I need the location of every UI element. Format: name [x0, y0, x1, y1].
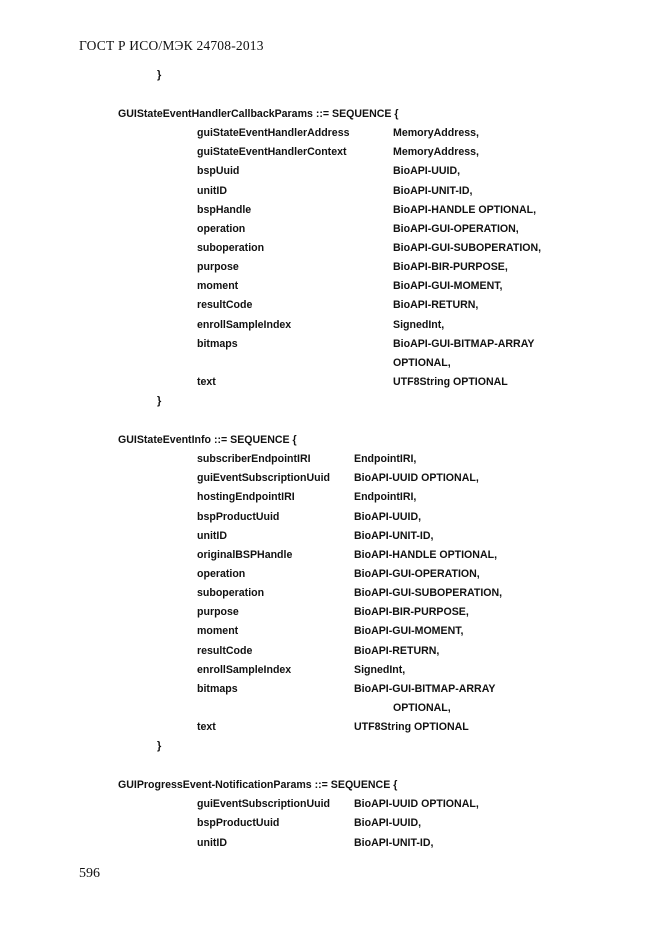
- field-name: bspProductUuid: [197, 817, 280, 829]
- field-type: BioAPI-RETURN,: [354, 645, 440, 657]
- field-type: BioAPI-UNIT-ID,: [354, 837, 434, 849]
- field-name: bitmaps: [197, 338, 238, 350]
- field-type: EndpointIRI,: [354, 453, 417, 465]
- field-type: BioAPI-UUID,: [393, 165, 461, 177]
- field-name: guiEventSubscriptionUuid: [197, 472, 331, 484]
- field-name: guiStateEventHandlerAddress: [197, 127, 350, 139]
- field-type: BioAPI-GUI-OPERATION,: [354, 568, 480, 580]
- page-header: ГОСТ Р ИСО/МЭК 24708-2013: [79, 38, 264, 53]
- field-name: unitID: [197, 530, 228, 542]
- section-title: GUIProgressEvent-NotificationParams ::= SEQUENCE {: [118, 779, 398, 791]
- field-type: MemoryAddress,: [393, 146, 479, 158]
- field-type: BioAPI-GUI-BITMAP-ARRAY: [393, 338, 535, 350]
- section-title: GUIStateEventInfo ::= SEQUENCE {: [118, 434, 297, 446]
- field-type: BioAPI-GUI-BITMAP-ARRAY: [354, 683, 496, 695]
- field-name: operation: [197, 568, 246, 580]
- field-type: BioAPI-HANDLE OPTIONAL,: [393, 204, 537, 216]
- field-name: text: [197, 721, 216, 733]
- field-type: SignedInt,: [354, 664, 406, 676]
- field-type: BioAPI-UUID,: [354, 511, 422, 523]
- field-name: guiStateEventHandlerContext: [197, 146, 347, 158]
- field-name: moment: [197, 625, 239, 637]
- field-name: enrollSampleIndex: [197, 664, 292, 676]
- field-name: bitmaps: [197, 683, 238, 695]
- field-name: unitID: [197, 185, 228, 197]
- field-name: guiEventSubscriptionUuid: [197, 798, 331, 810]
- field-type: EndpointIRI,: [354, 491, 417, 503]
- field-name: hostingEndpointIRI: [197, 491, 295, 503]
- field-type: BioAPI-RETURN,: [393, 299, 479, 311]
- closing-brace: }: [157, 740, 162, 752]
- field-name: enrollSampleIndex: [197, 319, 292, 331]
- field-type: BioAPI-GUI-MOMENT,: [393, 280, 503, 292]
- field-type: BioAPI-GUI-OPERATION,: [393, 223, 519, 235]
- field-type: BioAPI-UNIT-ID,: [393, 185, 473, 197]
- page-number: 596: [79, 866, 100, 881]
- field-type: BioAPI-UUID OPTIONAL,: [354, 472, 479, 484]
- field-name: purpose: [197, 606, 239, 618]
- field-type: SignedInt,: [393, 319, 445, 331]
- field-type: UTF8String OPTIONAL: [393, 376, 508, 388]
- field-name: bspUuid: [197, 165, 240, 177]
- field-type: BioAPI-UNIT-ID,: [354, 530, 434, 542]
- field-name: moment: [197, 280, 239, 292]
- field-name: resultCode: [197, 645, 253, 657]
- field-type: BioAPI-BIR-PURPOSE,: [354, 606, 469, 618]
- section-title: GUIStateEventHandlerCallbackParams ::= SEQUENCE {: [118, 108, 399, 120]
- field-name: resultCode: [197, 299, 253, 311]
- field-type: BioAPI-UUID OPTIONAL,: [354, 798, 479, 810]
- field-name: text: [197, 376, 216, 388]
- field-type: BioAPI-GUI-MOMENT,: [354, 625, 464, 637]
- field-name: subscriberEndpointIRI: [197, 453, 311, 465]
- field-name: bspProductUuid: [197, 511, 280, 523]
- field-name: purpose: [197, 261, 239, 273]
- field-type: BioAPI-UUID,: [354, 817, 422, 829]
- field-name: originalBSPHandle: [197, 549, 293, 561]
- field-name: suboperation: [197, 587, 265, 599]
- closing-brace: }: [157, 69, 162, 81]
- field-type: UTF8String OPTIONAL: [354, 721, 469, 733]
- field-type: BioAPI-GUI-SUBOPERATION,: [393, 242, 542, 254]
- field-name: operation: [197, 223, 246, 235]
- field-type-continuation: OPTIONAL,: [393, 357, 451, 369]
- field-type: BioAPI-BIR-PURPOSE,: [393, 261, 508, 273]
- field-name: suboperation: [197, 242, 265, 254]
- field-name: unitID: [197, 837, 228, 849]
- field-type-continuation: OPTIONAL,: [393, 702, 451, 714]
- field-name: bspHandle: [197, 204, 252, 216]
- field-type: BioAPI-GUI-SUBOPERATION,: [354, 587, 503, 599]
- field-type: BioAPI-HANDLE OPTIONAL,: [354, 549, 498, 561]
- closing-brace: }: [157, 395, 162, 407]
- field-type: MemoryAddress,: [393, 127, 479, 139]
